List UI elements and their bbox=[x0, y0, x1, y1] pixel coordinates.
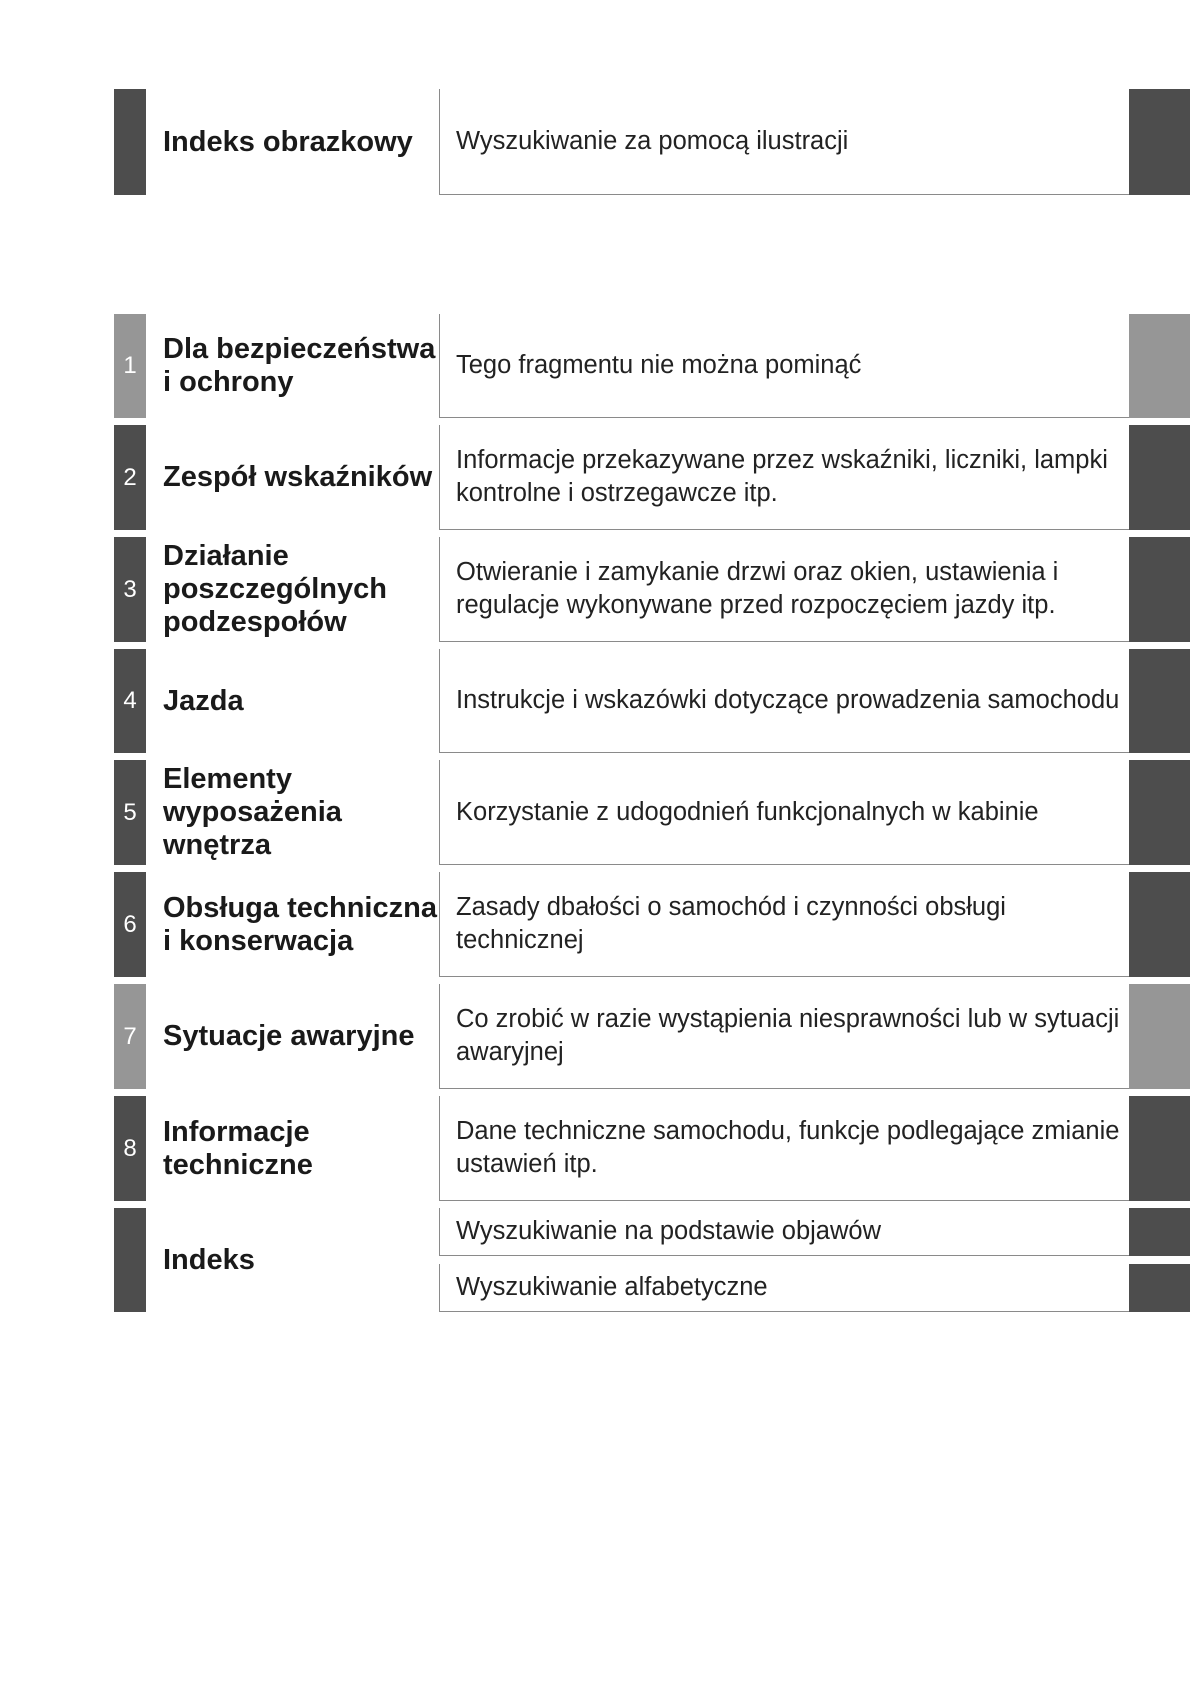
section-title: Działanie poszczególnych podzespołów bbox=[163, 540, 387, 638]
section-description[interactable]: Otwieranie i zamykanie drzwi oraz okien, ustawienia i regulacje wykonywane przed rozpoczęciem jazdy itp. bbox=[439, 537, 1129, 642]
picture-index-left-tab bbox=[114, 89, 146, 195]
picture-index-row[interactable] bbox=[114, 89, 1190, 195]
section-edge-tab[interactable] bbox=[1129, 537, 1190, 642]
section-description[interactable]: Informacje przekazywane przez wskaźniki, liczniki, lampki kontrolne i ostrzegawcze itp. bbox=[439, 425, 1129, 530]
index-edge-tab-alphabetical[interactable] bbox=[1129, 1264, 1190, 1312]
section-title: Zespół wskaźników bbox=[163, 461, 433, 493]
index-entry-alphabetical[interactable]: Wyszukiwanie alfabetyczne bbox=[439, 1264, 1129, 1312]
section-number-tab: 1 bbox=[114, 314, 146, 418]
section-description[interactable]: Instrukcje i wskazówki dotyczące prowadzenia samochodu bbox=[439, 649, 1129, 753]
section-title: Sytuacje awaryjne bbox=[163, 1020, 415, 1052]
section-row-6[interactable] bbox=[114, 872, 1190, 977]
section-number-tab: 5 bbox=[114, 760, 146, 865]
section-description[interactable]: Zasady dbałości o samochód i czynności obsługi technicznej bbox=[439, 872, 1129, 977]
index-title: Indeks bbox=[163, 1243, 255, 1276]
section-title: Informacje techniczne bbox=[163, 1115, 313, 1181]
section-number-tab: 8 bbox=[114, 1096, 146, 1201]
section-description[interactable]: Dane techniczne samochodu, funkcje podlegające zmianie ustawień itp. bbox=[439, 1096, 1129, 1201]
section-edge-tab[interactable] bbox=[1129, 425, 1190, 530]
picture-index-title: Indeks obrazkowy bbox=[163, 125, 413, 158]
section-number-tab: 7 bbox=[114, 984, 146, 1089]
section-row-1[interactable] bbox=[114, 314, 1190, 418]
picture-index-edge-tab[interactable] bbox=[1129, 89, 1190, 195]
section-row-4[interactable] bbox=[114, 649, 1190, 753]
section-description[interactable]: Co zrobić w razie wystąpienia niesprawności lub w sytuacji awaryjnej bbox=[439, 984, 1129, 1089]
section-number-tab: 6 bbox=[114, 872, 146, 977]
picture-index-description[interactable]: Wyszukiwanie za pomocą ilustracji bbox=[439, 89, 1129, 195]
section-description[interactable]: Korzystanie z udogodnień funkcjonalnych w kabinie bbox=[439, 760, 1129, 865]
section-title: Elementy wyposażenia wnętrza bbox=[163, 763, 342, 861]
section-edge-tab[interactable] bbox=[1129, 314, 1190, 418]
section-row-2[interactable] bbox=[114, 425, 1190, 530]
section-title: Obsługa techniczna i konserwacja bbox=[163, 891, 437, 957]
index-edge-tab-symptoms[interactable] bbox=[1129, 1208, 1190, 1256]
section-edge-tab[interactable] bbox=[1129, 1096, 1190, 1201]
section-title: Dla bezpieczeństwa i ochrony bbox=[163, 333, 436, 398]
section-edge-tab[interactable] bbox=[1129, 872, 1190, 977]
section-number-tab: 4 bbox=[114, 649, 146, 753]
section-edge-tab[interactable] bbox=[1129, 984, 1190, 1089]
index-row bbox=[114, 1208, 1190, 1312]
index-entry-symptoms[interactable]: Wyszukiwanie na podstawie objawów bbox=[439, 1208, 1129, 1256]
section-row-8[interactable] bbox=[114, 1096, 1190, 1201]
index-left-tab bbox=[114, 1208, 146, 1312]
section-edge-tab[interactable] bbox=[1129, 760, 1190, 865]
section-title: Jazda bbox=[163, 684, 244, 717]
section-row-3[interactable] bbox=[114, 537, 1190, 642]
section-number-tab: 2 bbox=[114, 425, 146, 530]
section-number-tab: 3 bbox=[114, 537, 146, 642]
section-edge-tab[interactable] bbox=[1129, 649, 1190, 753]
section-row-5[interactable] bbox=[114, 760, 1190, 865]
section-description[interactable]: Tego fragmentu nie można pominąć bbox=[439, 314, 1129, 418]
section-row-7[interactable] bbox=[114, 984, 1190, 1089]
